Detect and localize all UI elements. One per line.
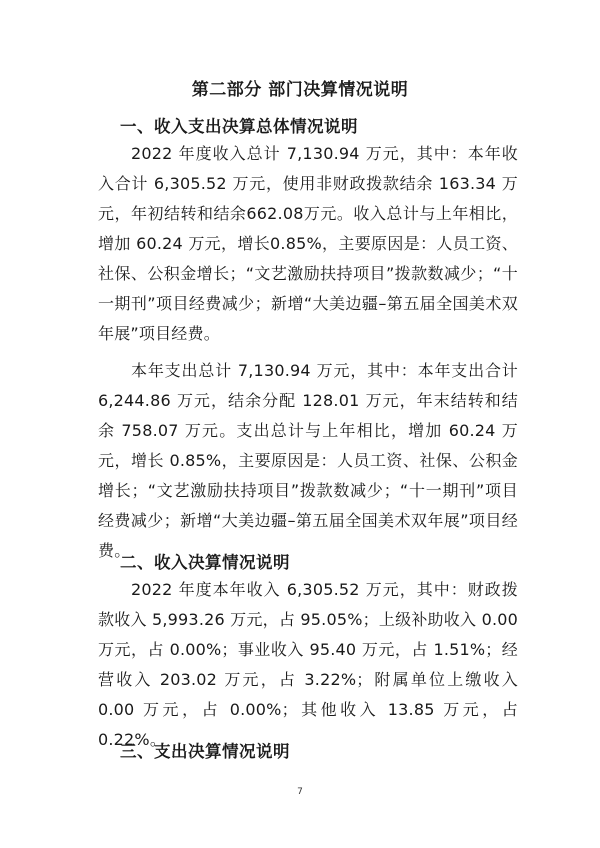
paragraph-expenditure-summary: 本年支出总计 7,130.94 万元，其中：本年支出合计 6,244.86 万元，结余分配 128.01 万元，年末结转和结余 758.07 万元。支出总计与上年相比，增加 60.24 万元，增长 0.85%，主要原因是：人员工资、社保、公积金增长；“文艺激励扶持项目”拨款数减少；“十一期刊”项目经费减少；新增“大美边疆–第五届全国美术双年展”项目经费。 [98, 361, 518, 560]
page-title: 第二部分 部门决算情况说明 [191, 80, 409, 100]
section-heading-2: 二、收入决算情况说明 [120, 553, 290, 572]
section-heading-3: 三、支出决算情况说明 [120, 742, 290, 761]
paragraph-income-summary: 2022 年度收入总计 7,130.94 万元，其中：本年收入合计 6,305.52 万元，使用非财政拨款结余 163.34 万元，年初结转和结余662.08万元。收入总计与上年相比，增加 60.24 万元，增长0.85%，主要原因是：人员工资、社保、公积金增长；“文艺激励扶持项目”拨款数减少；“十一期刊”项目经费减少；新增“大美边疆–第五届全国美术双年展”项目经费。 [98, 144, 518, 343]
page-number: 7 [297, 787, 303, 797]
paragraph-income-detail: 2022 年度本年收入 6,305.52 万元，其中：财政拨款收入 5,993.26 万元，占 95.05%；上级补助收入 0.00 万元，占 0.00%；事业收入 95.40 万元，占 1.51%；经营收入 203.02 万元，占 3.22%；附属单位上缴收入 0.00 万元，占 0.00%；其他收入 13.85 万元，占 0.22%。 [98, 580, 518, 749]
section-heading-1: 一、收入支出决算总体情况说明 [120, 117, 358, 136]
